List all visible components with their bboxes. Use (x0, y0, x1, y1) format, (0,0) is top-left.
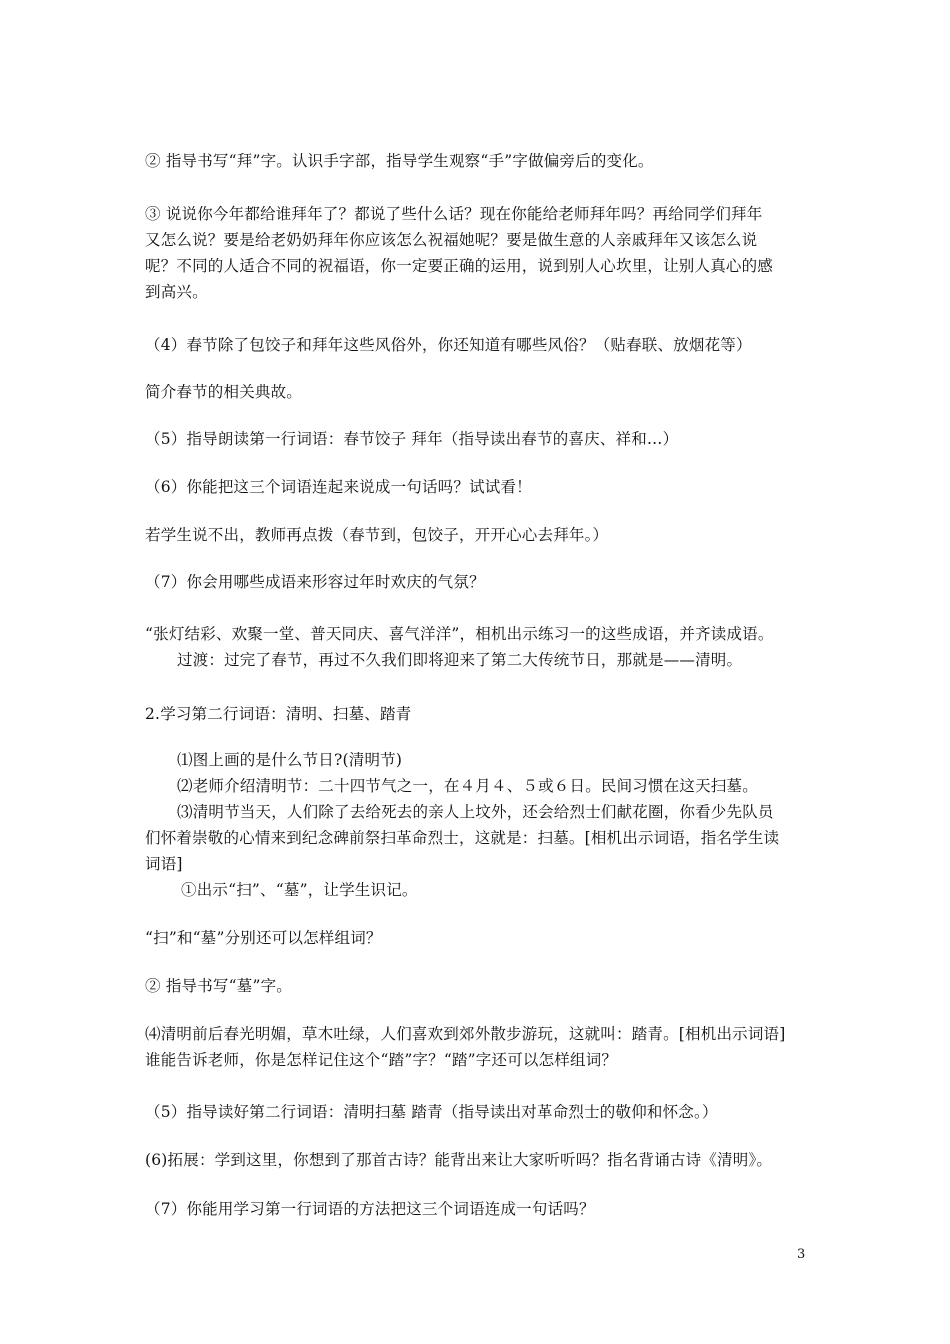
text-line: ⑶清明节当天，人们除了去给死去的亲人上坟外，还会给烈士们献花圈，你看少先队员 (177, 803, 774, 821)
text-line: （7）你能用学习第一行词语的方法把这三个词语连成一句话吗？ (145, 1200, 595, 1218)
text-line: ⑵老师介绍清明节：二十四节气之一，在４月４、５或６日。民间习惯在这天扫墓。 (177, 777, 758, 795)
text-line: 过渡：过完了春节，再过不久我们即将迎来了第二大传统节日，那就是——清明。 (177, 651, 743, 669)
text-line: 若学生说不出，教师再点拨（春节到，包饺子，开开心心去拜年。） (145, 526, 609, 544)
text-line: 们怀着崇敬的心情来到纪念碑前祭扫革命烈士，这就是：扫墓。[相机出示词语，指名学生读 (145, 829, 780, 847)
text-line: “扫”和“墓”分别还可以怎样组词？ (145, 929, 382, 947)
text-line: （7）你会用哪些成语来形容过年时欢庆的气氛？ (145, 573, 485, 591)
text-line: 简介春节的相关典故。 (145, 383, 303, 401)
text-line: 呢？不同的人适合不同的祝福语，你一定要正确的运用，说到别人心坎里，让别人真心的感 (145, 257, 774, 275)
text-line: 又怎么说？要是给老奶奶拜年你应该怎么祝福她呢？要是做生意的人亲戚拜年又该怎么说 (145, 231, 758, 249)
text-line: 2.学习第二行词语：清明、扫墓、踏青 (145, 705, 412, 723)
text-line: ⑷清明前后春光明媚，草木吐绿，人们喜欢到郊外散步游玩，这就叫：踏青。[相机出示词语] (145, 1025, 786, 1043)
text-line: （5）指导朗读第一行词语：春节饺子 拜年（指导读出春节的喜庆、祥和…） (145, 430, 679, 448)
text-line: ② 指导书写“墓”字。 (145, 977, 292, 995)
text-line: （5）指导读好第二行词语：清明扫墓 踏青（指导读出对革命烈士的敬仰和怀念。） (145, 1103, 718, 1121)
text-line: （6）你能把这三个词语连起来说成一句话吗？试试看！ (145, 478, 532, 496)
text-line: (6)拓展：学到这里，你想到了那首古诗？能背出来让大家听听吗？指名背诵古诗《清明》。 (145, 1151, 773, 1169)
text-line: ③ 说说你今年都给谁拜年了？都说了些什么话？现在你能给老师拜年吗？再给同学们拜年 (145, 205, 763, 223)
text-line: ⑴图上画的是什么节日?(清明节) (177, 751, 403, 769)
text-line: 词语] (145, 855, 183, 873)
text-line: 到高兴。 (145, 283, 208, 301)
text-line: （4）春节除了包饺子和拜年这些风俗外，你还知道有哪些风俗？（贴春联、放烟花等） (145, 336, 752, 354)
text-line: 谁能告诉老师，你是怎样记住这个“踏”字？“踏”字还可以怎样组词？ (145, 1051, 618, 1069)
page-number: 3 (797, 1247, 806, 1262)
text-line: ② 指导书写“拜”字。认识手字部，指导学生观察“手”字做偏旁后的变化。 (145, 152, 654, 170)
text-line: “张灯结彩、欢聚一堂、普天同庆、喜气洋洋”，相机出示练习一的这些成语，并齐读成语。 (145, 625, 774, 643)
text-line: ①出示“扫”、“墓”，让学生识记。 (181, 881, 418, 899)
